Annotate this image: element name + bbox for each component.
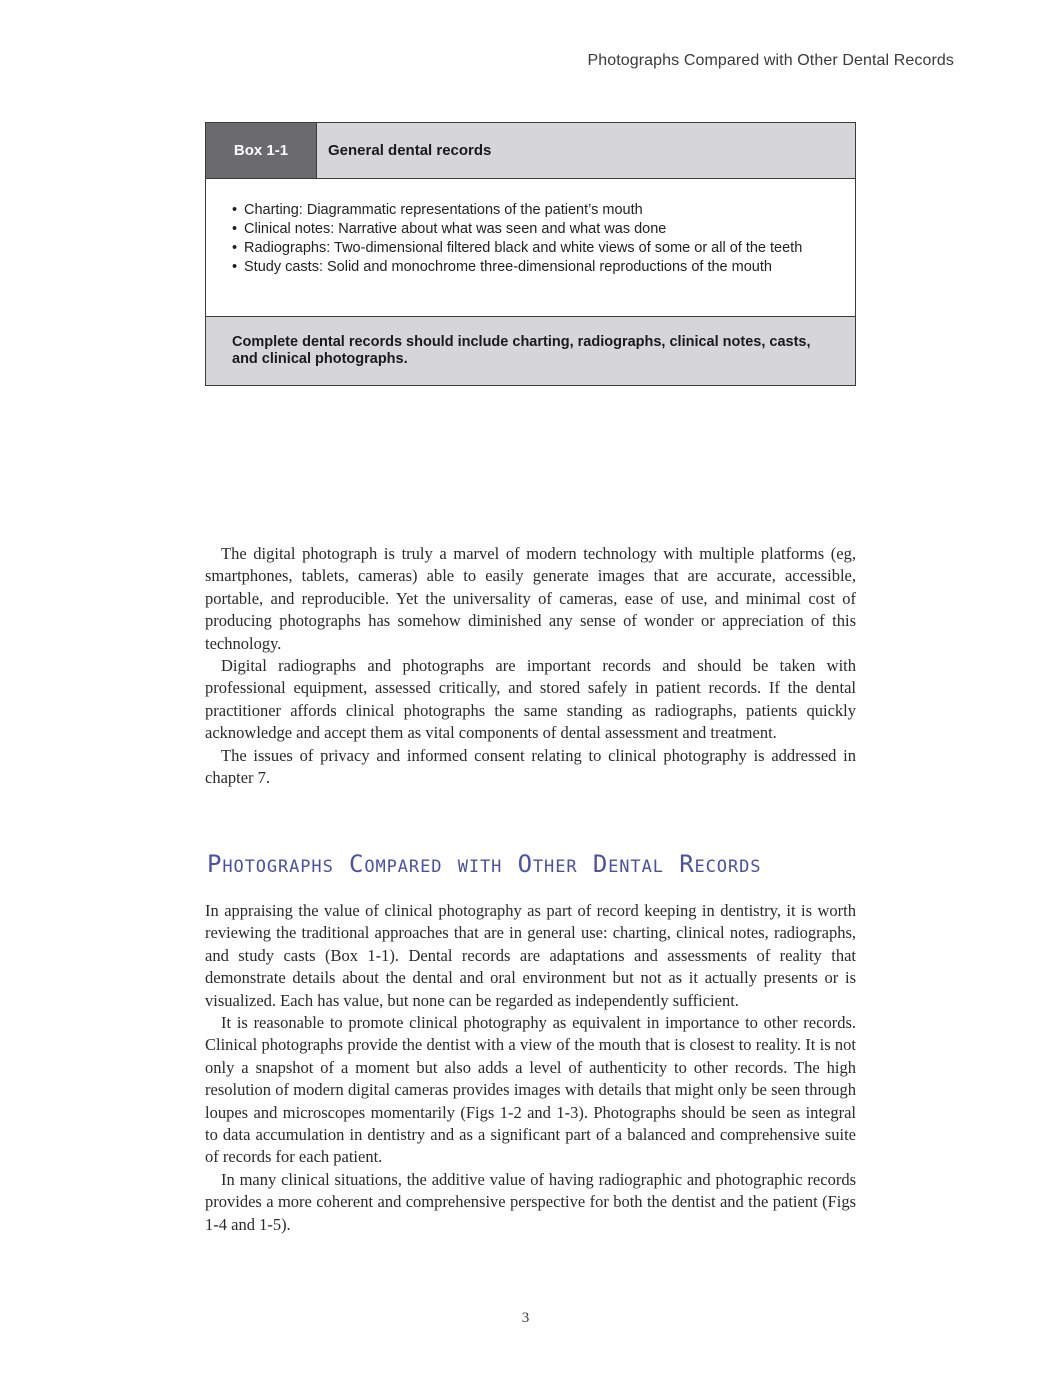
- section-heading: Photographs Compared with Other Dental Records: [207, 850, 762, 878]
- body-paragraph: Digital radiographs and photographs are important records and should be taken with professional equipment, assessed critically, and stored safely in patient records. If the dental practitioner affords clinical photographs the same standing as radiographs, patients quickly acknowledge and accept them as vital components of dental assessment and treatment.: [205, 656, 856, 743]
- box-list-item: • Charting: Diagrammatic representations of the patient’s mouth: [232, 201, 835, 220]
- box-list-item: • Clinical notes: Narrative about what was seen and what was done: [232, 220, 835, 239]
- intro-text: [205, 543, 856, 789]
- body-paragraph: The issues of privacy and informed consent relating to clinical photography is addressed in chapter 7.: [205, 745, 856, 788]
- body-paragraph: The digital photograph is truly a marvel of modern technology with multiple platforms (eg, smartphones, tablets, cameras) able to easily generate images that are accurate, accessible, portable, and reproducible. Yet the universality of cameras, ease of use, and minimal cost of producing photographs has somehow diminished any sense of wonder or appreciation of this technology.: [205, 544, 856, 653]
- box-footer-note: Complete dental records should include charting, radiographs, clinical notes, casts, and clinical photographs.: [206, 317, 855, 385]
- running-header: Photographs Compared with Other Dental Records: [587, 52, 954, 69]
- box-list: [206, 179, 855, 317]
- body-paragraph: In appraising the value of clinical photography as part of record keeping in dentistry, it is worth reviewing the traditional approaches that are in general use: charting, clinical notes, radiographs, and study casts (Box 1-1). Dental records are adaptations and assessments of reality that demonstrate details about the dental and oral environment but not as it actually presents or is visualized. Each has value, but none can be regarded as independently sufficient.: [205, 901, 856, 1010]
- box-list-item: • Radiographs: Two-dimensional filtered black and white views of some or all of the teeth: [232, 239, 835, 258]
- box-1-1: [205, 122, 856, 386]
- box-label: Box 1-1: [206, 123, 317, 178]
- section-text: [205, 900, 856, 1236]
- page-number: 3: [521, 1310, 530, 1326]
- body-paragraph: In many clinical situations, the additive value of having radiographic and photographic records provides a more coherent and comprehensive perspective for both the dentist and the patient (Figs 1-4 and 1-5).: [205, 1169, 856, 1234]
- box-list-item: • Study casts: Solid and monochrome three-dimensional reproductions of the mouth: [232, 258, 835, 277]
- body-paragraph: It is reasonable to promote clinical photography as equivalent in importance to other records. Clinical photographs provide the dentist with a view of the mouth that is closest to reality. It is not only a snapshot of a moment but also adds a level of authenticity to other records. The high resolution of modern digital cameras provides images with details that might only be seen through loupes and microscopes momentarily (Figs 1-2 and 1-3). Photographs should be seen as integral to data accumulation in dentistry and as a significant part of a balanced and comprehensive suite of records for each patient.: [205, 1013, 856, 1167]
- box-title: General dental records: [328, 142, 492, 159]
- box-header: [206, 123, 855, 179]
